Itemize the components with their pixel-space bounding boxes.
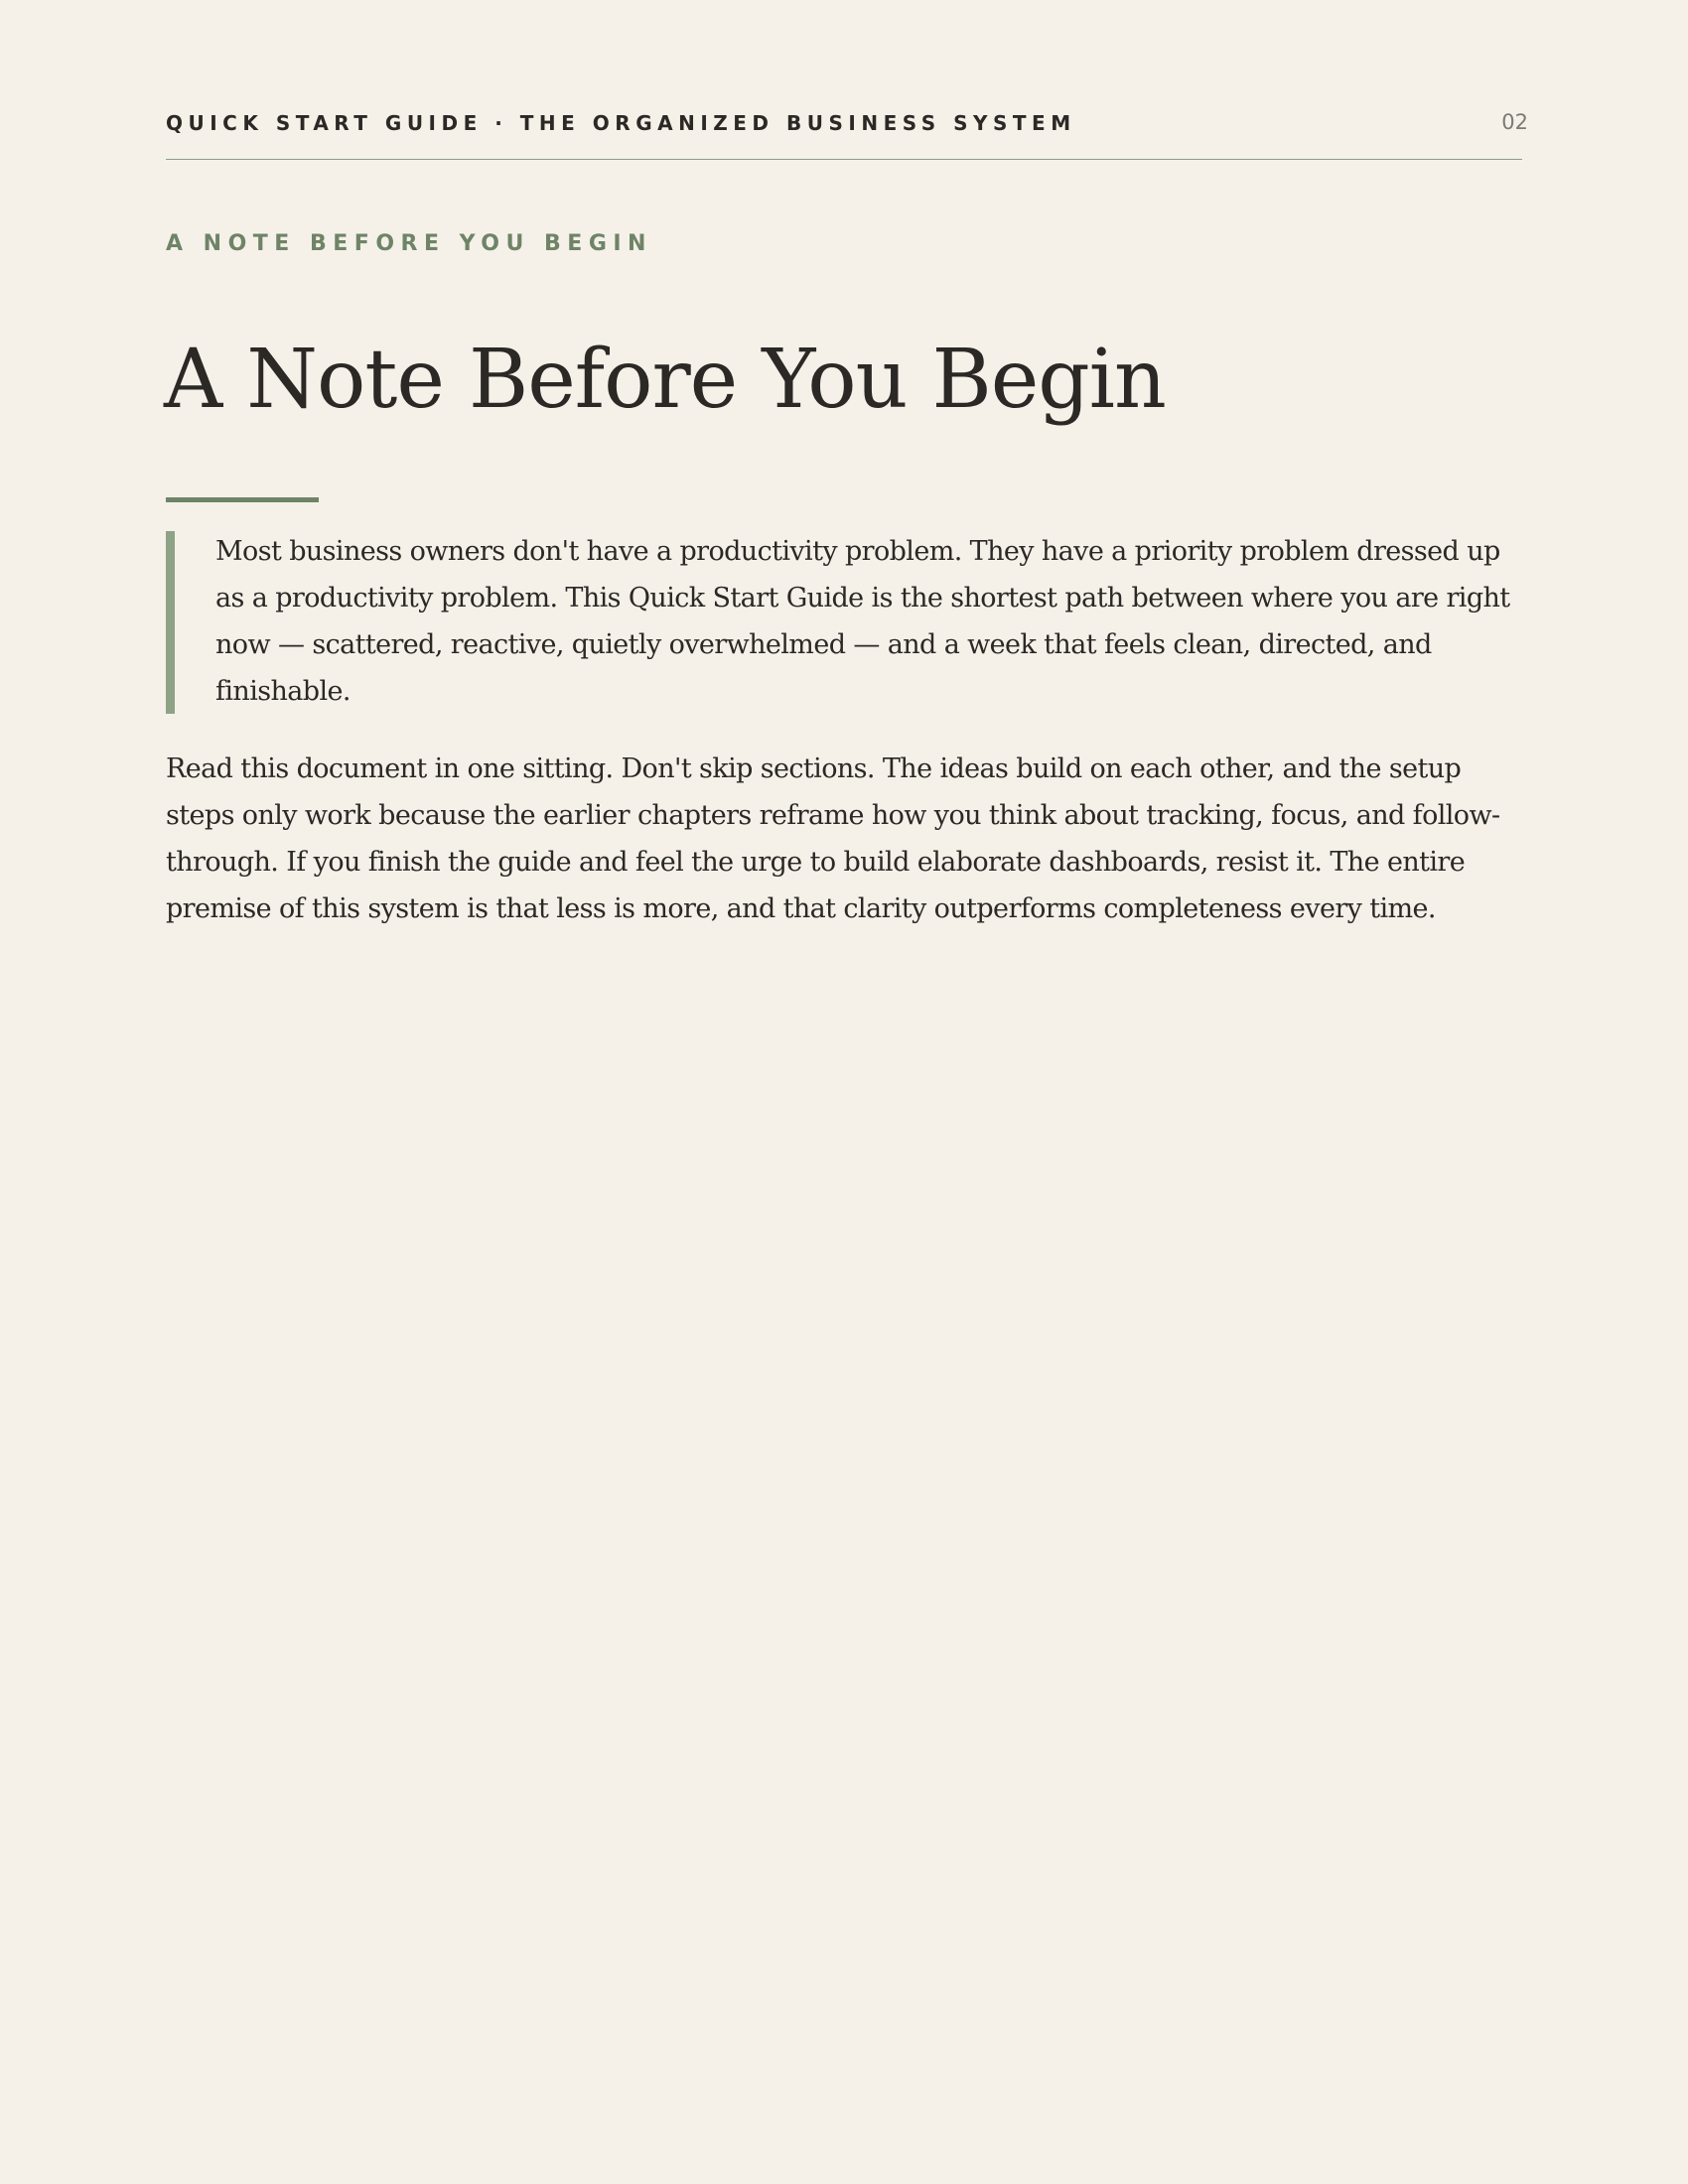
- running-header-title: QUICK START GUIDE · THE ORGANIZED BUSINESS SYSTEM: [166, 111, 1076, 135]
- header-divider: [166, 159, 1522, 160]
- body-paragraph: Read this document in one sitting. Don't skip sections. The ideas build on each other, and the setup steps only work because the earlier chapters reframe how you think about tracking, focus, and follow-through. If you finish the guide and feel the urge to build elaborate dashboards, resist it. The entire premise of this system is that less is more, and that clarity outperforms completeness every time.: [166, 753, 1500, 924]
- page-number: 02: [1501, 110, 1528, 134]
- pullquote: [166, 531, 1522, 714]
- title-accent-rule: [166, 497, 319, 502]
- page-title: A Note Before You Begin: [164, 333, 1166, 427]
- running-header: [166, 110, 1528, 139]
- pullquote-text: Most business owners don't have a productivity problem. They have a priority problem dressed up as a productivity problem. This Quick Start Guide is the shortest path between where you are right now — scattered, reactive, quietly overwhelmed — and a week that feels clean, directed, and finishable.: [215, 536, 1510, 707]
- section-eyebrow: A NOTE BEFORE YOU BEGIN: [166, 231, 652, 256]
- pullquote-accent-bar: [166, 531, 175, 714]
